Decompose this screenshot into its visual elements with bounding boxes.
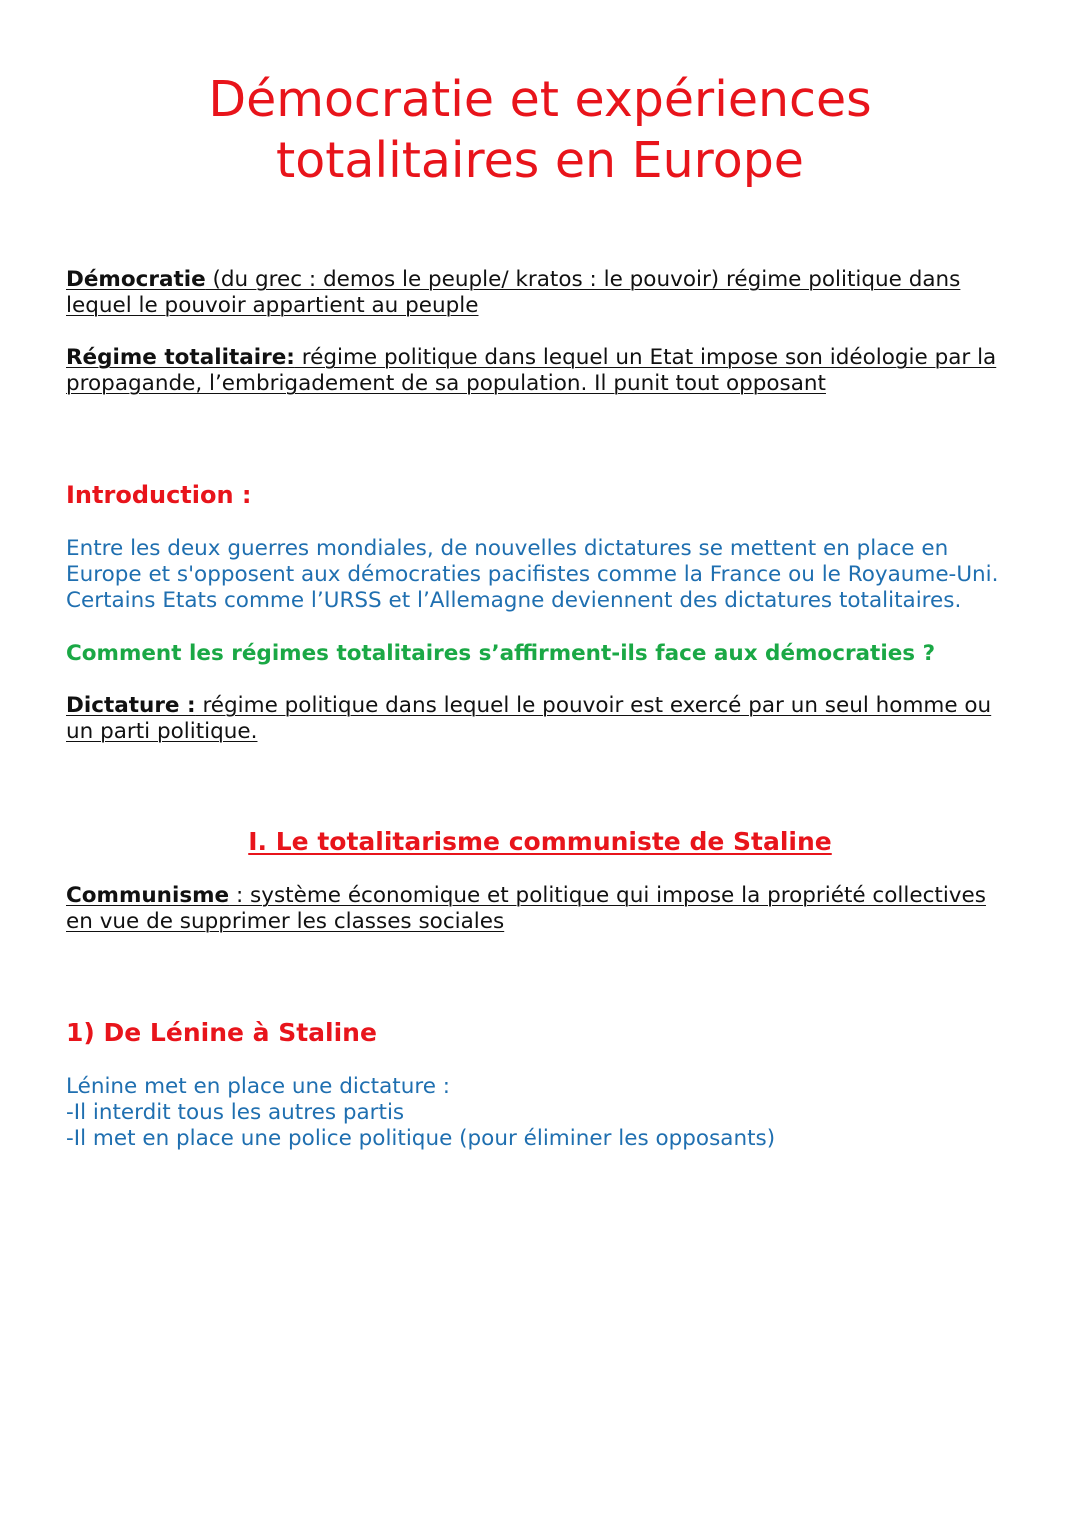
definition-regime-totalitaire [66, 345, 1026, 397]
definition-communisme [66, 883, 1026, 935]
term-communisme: Communisme [66, 883, 230, 908]
introduction-heading: Introduction : [66, 481, 252, 509]
term-democratie: Démocratie [66, 267, 206, 292]
problem-question: Comment les régimes totalitaires s’affirment-ils face aux démocraties ? [66, 641, 936, 666]
definition-communisme-text-2: en vue de supprimer les classes sociales [66, 909, 505, 934]
term-dictature: Dictature : [66, 693, 196, 718]
introduction-line-2: Europe et s'opposent aux démocraties pacifistes comme la France ou le Royaume-Uni. [66, 562, 999, 587]
definition-democratie-text-2: lequel le pouvoir appartient au peuple [66, 293, 479, 318]
document-title-line-1: Démocratie et expériences [208, 71, 872, 128]
definition-communisme-text-1: : système économique et politique qui impose la propriété collectives [229, 883, 986, 908]
subsection-1-heading: 1) De Lénine à Staline [66, 1018, 377, 1047]
subsection-1-line-1: Lénine met en place une dictature : [66, 1074, 451, 1099]
subsection-1-paragraph [66, 1074, 1026, 1152]
definition-dictature [66, 693, 1026, 745]
definition-regime-totalitaire-text-1: régime politique dans lequel un Etat impose son idéologie par la [294, 345, 997, 370]
definition-democratie [66, 267, 1026, 319]
term-regime-totalitaire: Régime totalitaire: [66, 345, 295, 370]
section-1-title: I. Le totalitarisme communiste de Staline [248, 827, 832, 856]
introduction-paragraph [66, 536, 1026, 614]
definition-dictature-text-2: un parti politique. [66, 719, 258, 744]
document-title-line-2: totalitaires en Europe [276, 132, 804, 189]
definition-democratie-text-1: (du grec : demos le peuple/ kratos : le pouvoir) régime politique dans [205, 267, 961, 292]
subsection-1-line-3: -Il met en place une police politique (pour éliminer les opposants) [66, 1126, 776, 1151]
introduction-line-3: Certains Etats comme l’URSS et l’Allemagne deviennent des dictatures totalitaires. [66, 588, 962, 613]
definition-regime-totalitaire-text-2: propagande, l’embrigadement de sa population. Il punit tout opposant [66, 371, 826, 396]
subsection-1-line-2: -Il interdit tous les autres partis [66, 1100, 405, 1125]
introduction-line-1: Entre les deux guerres mondiales, de nouvelles dictatures se mettent en place en [66, 536, 949, 561]
definition-dictature-text-1: régime politique dans lequel le pouvoir est exercé par un seul homme ou [195, 693, 992, 718]
